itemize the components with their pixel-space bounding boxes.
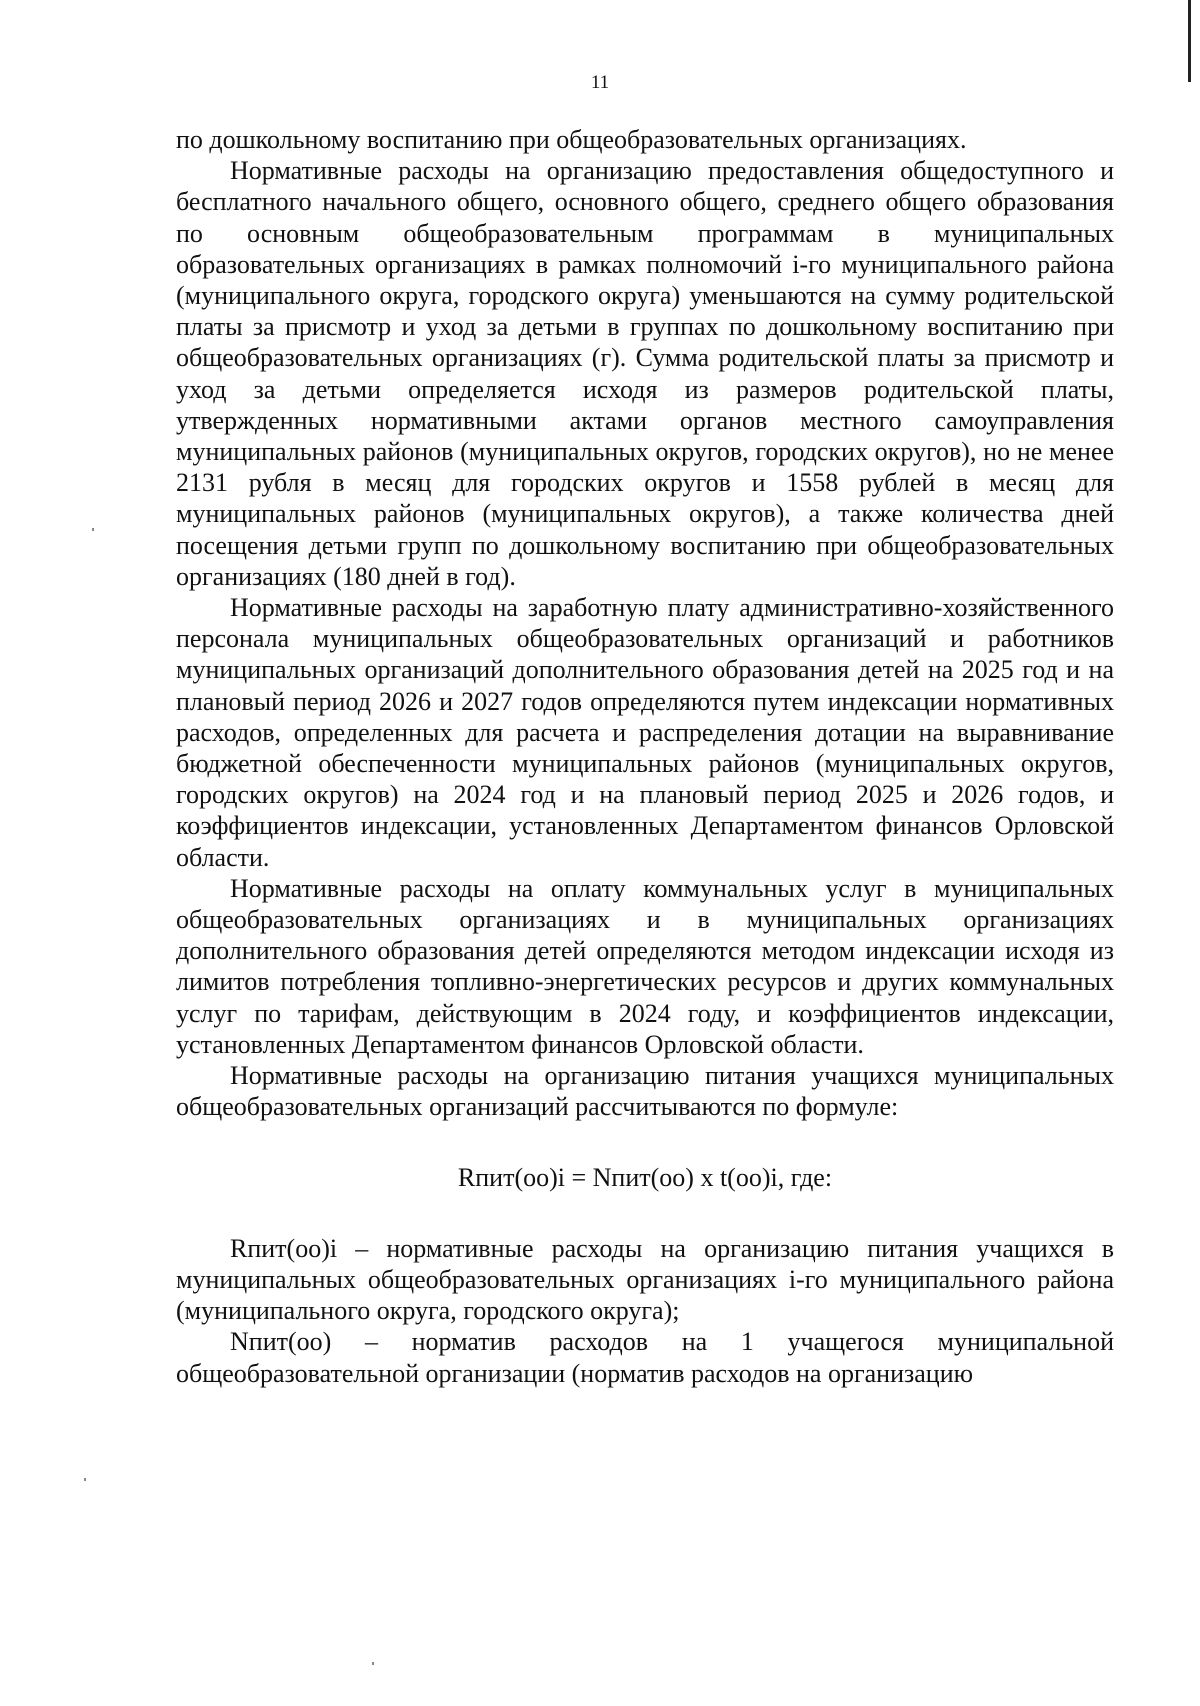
scan-speck [372,1662,374,1665]
document-body [176,124,1114,1389]
scan-speck [92,528,94,531]
definition-npit: Nпит(оо) – норматив расходов на 1 учащегося муниципальной общеобразовательной организации (норматив расходов на организацию [176,1327,1114,1388]
definition-rpit: Rпит(оо)i – нормативные расходы на организацию питания учащихся в муниципальных общеобразовательных организациях i-го муниципального района (муниципального округа, городского округа); [176,1233,1114,1326]
paragraph-continuation: по дошкольному воспитанию при общеобразовательных организациях. [176,125,967,154]
page-number: 11 [590,72,610,93]
scan-speck [84,1478,86,1481]
paragraph-nutrition-intro: Нормативные расходы на организацию питания учащихся муниципальных общеобразовательных организаций рассчитываются по формуле: [176,1061,1114,1122]
paragraph-admin-salary: Нормативные расходы на заработную плату административно-хозяйственного персонала муниципальных общеобразовательных организаций и работников муниципальных организаций дополнительного образования детей на 2025 год и на плановый период 2026 и 2027 годов определяются путем индексации нормативных расходов, определенных для расчета и распределения дотации на выравнивание бюджетной обеспеченности муниципальных районов (муниципальных округов, городских округов) на 2024 год и на плановый период 2025 и 2026 годов, и коэффициентов индексации, установленных Департаментом финансов Орловской области. [176,593,1114,872]
nutrition-formula: Rпит(оо)i = Nпит(оо) x t(оо)i, где: [457,1162,833,1192]
paragraph-utilities: Нормативные расходы на оплату коммунальных услуг в муниципальных общеобразовательных организациях и в муниципальных организациях дополнительного образования детей определяются методом индексации исходя из лимитов потребления топливно-энергетических ресурсов и других коммунальных услуг по тарифам, действующим в 2024 году, и коэффициентов индексации, установленных Департаментом финансов Орловской области. [176,873,1114,1059]
paragraph-parental-fee: Нормативные расходы на организацию предоставления общедоступного и бесплатного начального общего, основного общего, среднего общего образования по основным общеобразовательным программам в муниципальных образовательных организациях в рамках полномочий i-го муниципального района (муниципального округа, городского округа) уменьшаются на сумму родительской платы за присмотр и уход за детьми в группах по дошкольному воспитанию при общеобразовательных организациях (г). Сумма родительской платы за присмотр и уход за детьми определяется исходя из размеров родительской платы, утвержденных нормативными актами органов местного самоуправления муниципальных районов (муниципальных округов, городских округов), но не менее 2131 рубля в месяц для городских округов и 1558 рублей в месяц для муниципальных районов (муниципальных округов), а также количества дней посещения детьми групп по дошкольному воспитанию при общеобразовательных организациях (180 дней в год). [176,156,1114,591]
scan-edge-mark [1188,0,1191,82]
